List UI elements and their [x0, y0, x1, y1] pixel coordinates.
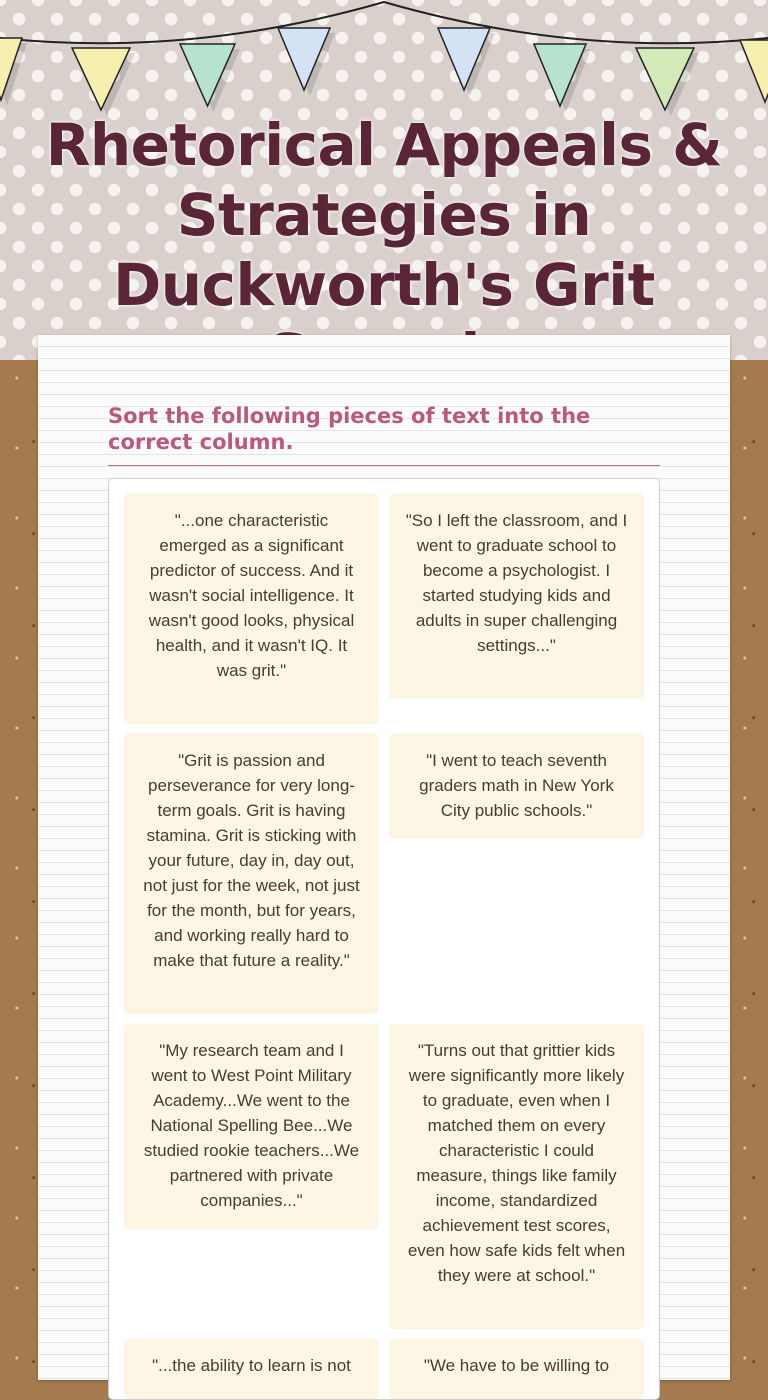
worksheet-paper — [38, 335, 730, 1380]
sortable-card[interactable] — [124, 1339, 379, 1399]
card-text: "...one characteristic emerged as a significant predictor of success. And it wasn't social intelligence. It wasn't good looks, physical health, and it wasn't IQ. It was grit." — [148, 511, 355, 680]
card-text: "...the ability to learn is not — [152, 1356, 351, 1375]
pennant-flag — [740, 40, 768, 102]
sortable-card[interactable] — [389, 494, 644, 699]
card-text: "Turns out that grittier kids were significantly more likely to graduate, even when I matched them on every characteristic I could measure, things like family income, standardized achievement test scores, even how safe kids felt when they were at school." — [407, 1041, 626, 1285]
page-title: Rhetorical Appeals & Strategies in Duckworth's Grit — [45, 111, 723, 319]
card-text: "We have to be willing to — [423, 1356, 610, 1375]
sortable-card[interactable] — [389, 734, 644, 839]
sortable-card[interactable] — [124, 1024, 379, 1229]
instruction-text: Sort the following pieces of text into the correct column. — [108, 403, 660, 466]
card-text: "I went to teach seventh graders math in New York City public schools." — [419, 751, 614, 820]
bunting-decoration — [0, 0, 768, 120]
card-text: "Grit is passion and perseverance for very long-term goals. Grit is having stamina. Grit is sticking with your future, day in, day out, not just for the week, not just for the month, but for years, and working really hard to make that future a reality." — [143, 751, 360, 970]
sortable-card[interactable] — [389, 1339, 644, 1399]
sortable-card[interactable] — [124, 494, 379, 724]
sortable-card[interactable] — [124, 734, 379, 1014]
card-text: "So I left the classroom, and I went to graduate school to become a psychologist. I started studying kids and adults in super challenging settings..." — [405, 511, 628, 655]
header-banner — [0, 0, 768, 360]
card-text: "My research team and I went to West Point Military Academy...We went to the National Spelling Bee...We studied rookie teachers...We partnered with private companies..." — [143, 1041, 360, 1210]
sortable-card[interactable] — [389, 1024, 644, 1329]
sort-cards-panel — [108, 478, 660, 1400]
